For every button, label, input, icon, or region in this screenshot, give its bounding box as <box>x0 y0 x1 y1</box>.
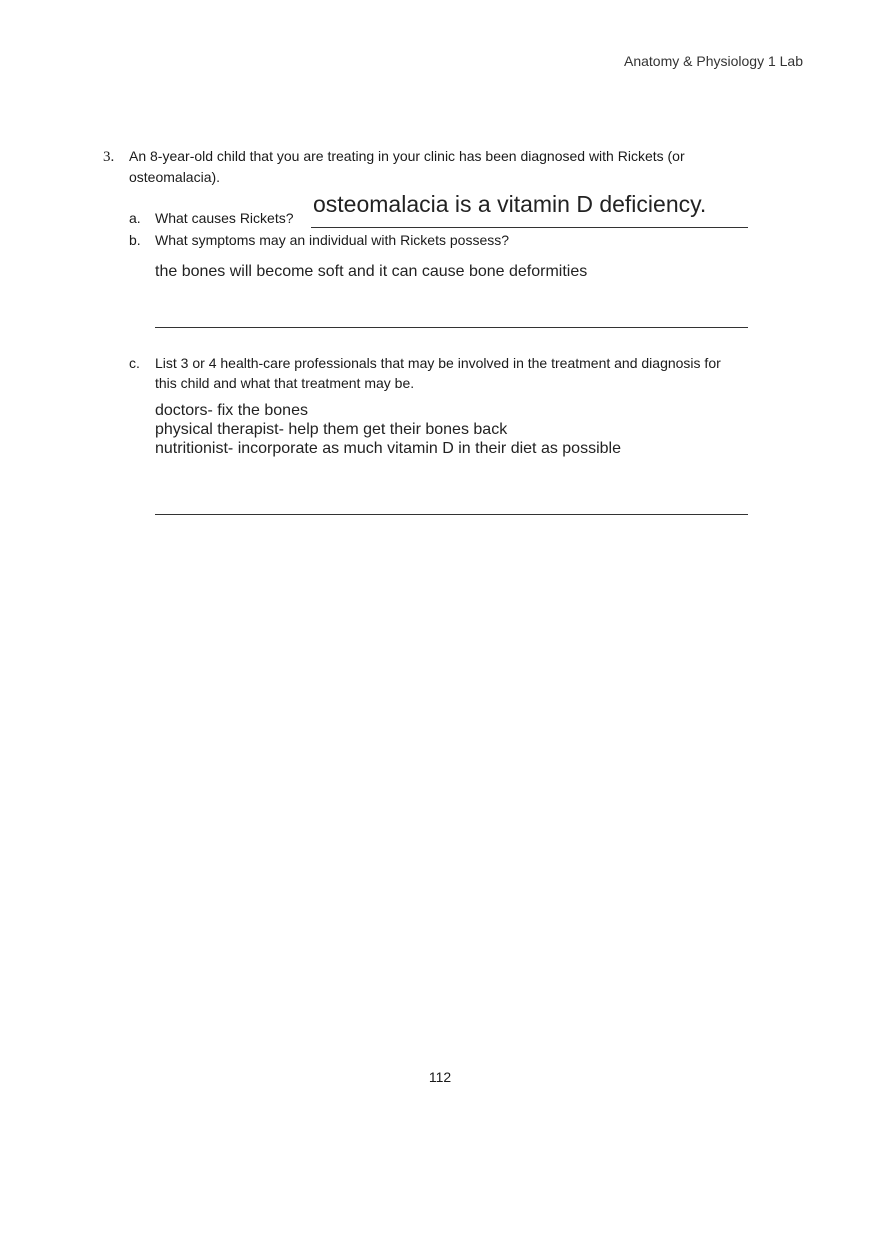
page-number: 112 <box>428 1069 452 1085</box>
question-text-continued: osteomalacia). <box>129 169 221 185</box>
question-number: 3. <box>103 149 115 165</box>
answer-line: doctors- fix the bones <box>155 402 308 419</box>
part-c-prompt: List 3 or 4 health-care professionals that may be involved in the treatment and diagnosis for <box>155 355 721 371</box>
part-a-prompt: What causes Rickets? <box>155 210 294 226</box>
part-a-answer-line <box>311 227 748 228</box>
part-a-letter: a. <box>129 210 141 226</box>
answer-line: physical therapist- help them get their bones back <box>155 421 508 438</box>
part-c-letter: c. <box>129 355 140 371</box>
part-b-prompt: What symptoms may an individual with Rickets possess? <box>155 232 510 248</box>
answer-line: nutritionist- incorporate as much vitamin D in their diet as possible <box>155 440 621 457</box>
part-c-answer-line <box>155 514 748 515</box>
part-c-answer-field[interactable] <box>155 401 621 458</box>
part-b-answer-line <box>155 327 748 328</box>
part-a-answer-field[interactable]: osteomalacia is a vitamin D deficiency. <box>313 191 707 217</box>
page-header: Anatomy & Physiology 1 Lab <box>624 53 803 69</box>
part-c-prompt-continued: this child and what that treatment may be. <box>155 375 415 391</box>
question-text: An 8-year-old child that you are treating in your clinic has been diagnosed with Rickets (or <box>129 148 685 164</box>
part-b-letter: b. <box>129 232 141 248</box>
part-b-answer-field[interactable]: the bones will become soft and it can cause bone deformities <box>155 263 588 280</box>
